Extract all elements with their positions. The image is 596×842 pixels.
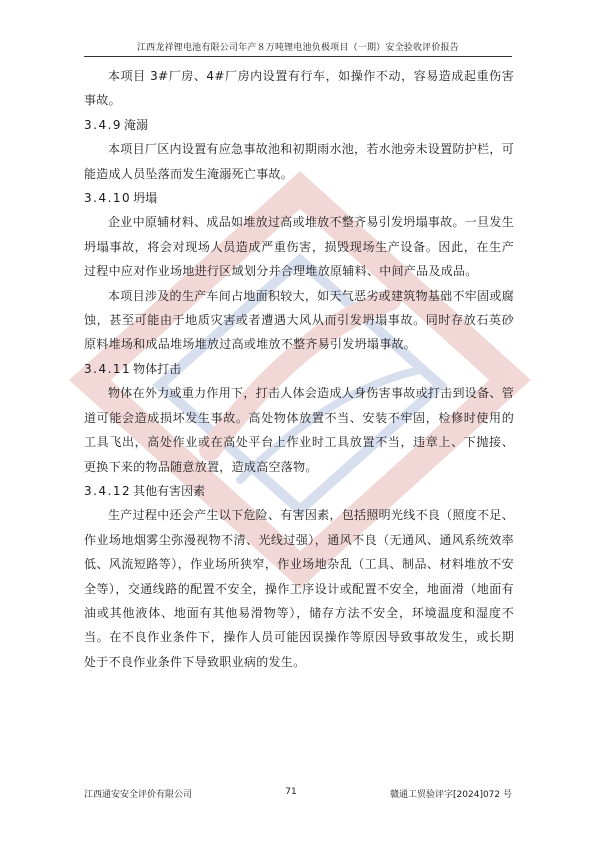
section-heading xyxy=(84,113,514,137)
section-number: 3.4.12 xyxy=(84,483,132,498)
section-number: 3.4.9 xyxy=(84,117,123,132)
paragraph: 企业中原辅材料、成品如堆放过高或堆放不整齐易引发坍塌事故。一旦发生坍塌事故，将会对现场人员造成严重伤害，损毁现场生产设备。因此，在生产过程中应对作业场地进行区域划分并合理堆放原辅料、中间产品及成品。 xyxy=(84,215,514,279)
paragraph: 物体在外力或重力作用下，打击人体会造成人身伤害事故或打击到设备、管道可能会造成损坏发生事故。高处物体放置不当、安装不牢固，检修时使用的工具飞出，高处作业或在高处平台上作业时工具放置不当，违章上、下抛接、更换下来的物品随意放置，造成高空落物。 xyxy=(84,386,514,474)
footer-company: 江西通安安全评价有限公司 xyxy=(84,790,193,800)
paragraph: 本项目厂区内设置有应急事故池和初期雨水池，若水池旁未设置防护栏，可能造成人员坠落而发生淹溺死亡事故。 xyxy=(84,142,514,181)
page-footer xyxy=(84,787,512,800)
section-title: 淹溺 xyxy=(124,117,149,132)
page-number: 71 xyxy=(285,787,297,797)
section-number: 3.4.11 xyxy=(84,361,132,376)
page-header: 江西龙祥锂电池有限公司年产８万吨锂电池负极项目（一期）安全验收评价报告 xyxy=(84,40,512,57)
section-number: 3.4.10 xyxy=(84,191,132,206)
document-number: 赣通工贸验评字[2024]072 号 xyxy=(390,790,512,800)
section-heading xyxy=(84,186,514,210)
section-title: 物体打击 xyxy=(133,361,182,376)
document-body xyxy=(84,64,514,674)
paragraph: 生产过程中还会产生以下危险、有害因素，包括照明光线不良（照度不足、作业场地烟雾尘弥漫视物不清、光线过强），通风不良（无通风、通风系统效率低、风流短路等），作业场所狭窄，作业场地杂乱（工具、制品、材料堆放不安全等），交通线路的配置不安全，操作工序设计或配置不安全，地面滑（地面有油或其他液体、地面有其他易滑物等），储存方法不安全，环境温度和湿度不当。在不良作业条件下，操作人员可能因误操作等原因导致事故发生，或长期处于不良作业条件下导致职业病的发生。 xyxy=(84,508,514,669)
section-title: 其他有害因素 xyxy=(133,483,206,498)
section-heading xyxy=(84,479,514,503)
paragraph: 本项目 3#厂房、4#厂房内设置有行车，如操作不动，容易造成起重伤害事故。 xyxy=(84,69,514,108)
paragraph: 本项目涉及的生产车间占地面积较大，如天气恶劣或建筑物基础不牢固或腐蚀，甚至可能由于地质灾害或者遭遇大风从而引发坍塌事故。同时存放石英砂原料堆场和成品堆场堆放过高或堆放不整齐易引发坍塌事故。 xyxy=(84,288,514,352)
section-heading xyxy=(84,357,514,381)
section-title: 坍塌 xyxy=(133,191,158,206)
